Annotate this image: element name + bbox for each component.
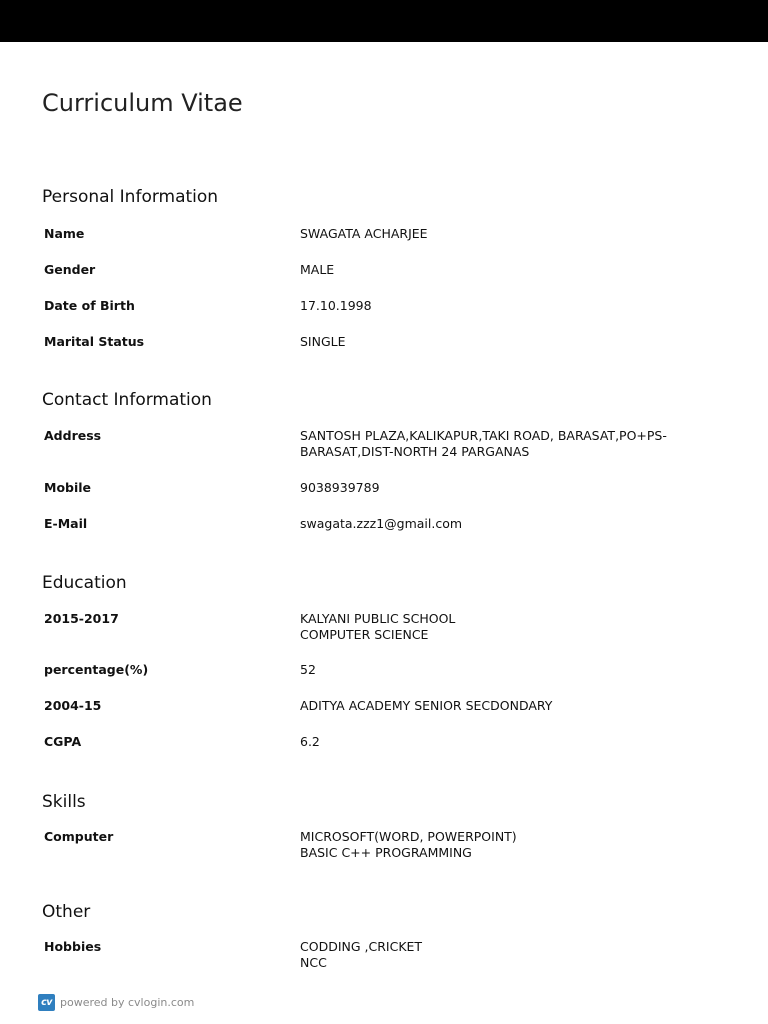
field-label: Address [44, 428, 102, 443]
field-value [300, 226, 720, 242]
field-value [300, 611, 720, 642]
field-value-line: ADITYA ACADEMY SENIOR SECDONDARY [300, 698, 553, 713]
field-value [300, 516, 720, 532]
field-value [300, 298, 720, 314]
field-value [300, 698, 720, 714]
section-title-personal-information: Personal Information [42, 187, 219, 207]
field-value-line: SWAGATA ACHARJEE [300, 226, 428, 241]
field-value-line: CODDING ,CRICKET [300, 939, 423, 954]
field-value-line: BARASAT,DIST-NORTH 24 PARGANAS [300, 443, 530, 459]
field-value-line: MALE [300, 262, 335, 277]
field-value-line: NCC [300, 954, 327, 970]
field-label: Computer [44, 829, 114, 844]
field-value [300, 334, 720, 350]
field-label: Gender [44, 262, 96, 277]
field-label: Name [44, 226, 85, 241]
field-label: E-Mail [44, 516, 88, 531]
field-value-line: swagata.zzz1@gmail.com [300, 516, 463, 531]
field-label: Marital Status [44, 334, 145, 349]
section-title-skills: Skills [42, 792, 86, 812]
field-value [300, 734, 720, 750]
field-value-line: 17.10.1998 [300, 298, 372, 313]
cvlogin-logo-icon: cv [38, 994, 55, 1011]
field-value [300, 829, 720, 860]
field-value [300, 939, 720, 970]
field-value-line: 52 [300, 662, 316, 677]
field-value-line: 6.2 [300, 734, 320, 749]
field-value-line: BASIC C++ PROGRAMMING [300, 844, 472, 860]
powered-by-text: powered by cvlogin.com [60, 995, 195, 1009]
field-value-line: SINGLE [300, 334, 346, 349]
field-value-line: SANTOSH PLAZA,KALIKAPUR,TAKI ROAD, BARASAT,PO+PS- [300, 428, 667, 443]
field-value-line: 9038939789 [300, 480, 380, 495]
field-value [300, 428, 720, 459]
field-value-line: MICROSOFT(WORD, POWERPOINT) [300, 829, 517, 844]
powered-by-footer[interactable] [38, 993, 194, 1011]
field-value [300, 262, 720, 278]
field-value [300, 662, 720, 678]
field-label: Date of Birth [44, 298, 135, 313]
field-value [300, 480, 720, 496]
field-value-line: KALYANI PUBLIC SCHOOL [300, 611, 456, 626]
field-value-line: COMPUTER SCIENCE [300, 626, 429, 642]
section-title-other: Other [42, 902, 91, 922]
field-label: Hobbies [44, 939, 102, 954]
top-bar [0, 0, 768, 42]
field-label: 2015-2017 [44, 611, 119, 626]
document-title: Curriculum Vitae [42, 89, 243, 117]
field-label: CGPA [44, 734, 82, 749]
field-label: 2004-15 [44, 698, 102, 713]
field-label: percentage(%) [44, 662, 149, 677]
section-title-contact-information: Contact Information [42, 390, 212, 410]
section-title-education: Education [42, 573, 127, 593]
field-label: Mobile [44, 480, 92, 495]
